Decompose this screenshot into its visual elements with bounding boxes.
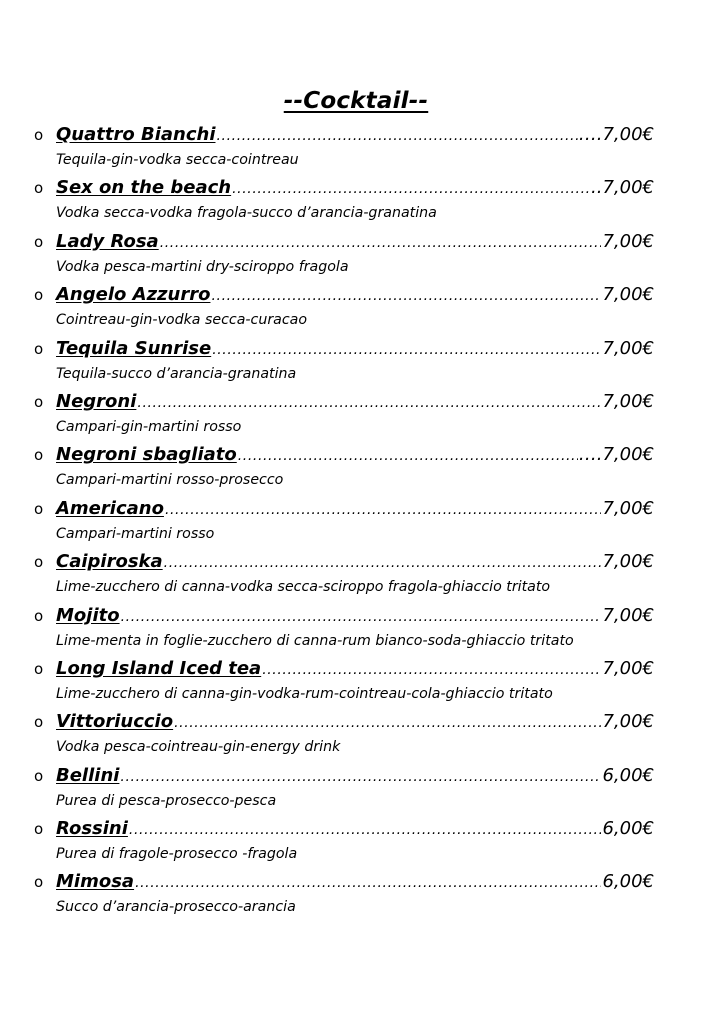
dot-leader — [137, 390, 601, 416]
dot-leader — [232, 176, 590, 202]
cocktail-name: Mimosa — [56, 871, 135, 893]
cocktail-description: Purea di fragole-prosecco -fragola — [56, 846, 298, 863]
bullet-icon: o — [34, 659, 44, 678]
cocktail-price: 7,00€ — [602, 604, 654, 626]
cocktail-price: 7,00€ — [602, 711, 654, 733]
cocktail-description: Lime-zucchero di canna-gin-vodka-rum-cointreau-cola-ghiaccio tritato — [56, 685, 553, 702]
cocktail-price: ..7,00€ — [591, 177, 654, 199]
cocktail-price: 7,00€ — [602, 551, 654, 573]
cocktail-description: Vodka secca-vodka fragola-succo d’arancia-granatina — [56, 205, 437, 222]
list-item — [34, 549, 654, 602]
dot-leader — [164, 550, 602, 576]
cocktail-description: Cointreau-gin-vodka secca-curacao — [56, 312, 308, 329]
bullet-icon: o — [34, 392, 44, 411]
list-item — [34, 229, 654, 282]
cocktail-name: Angelo Azzurro — [56, 284, 211, 306]
cocktail-name: Mojito — [56, 604, 120, 626]
dot-leader — [165, 497, 602, 523]
bullet-icon: o — [34, 873, 44, 892]
dot-leader — [211, 283, 601, 309]
dot-leader — [174, 710, 601, 736]
cocktail-description: Lime-menta in foglie-zucchero di canna-rum bianco-soda-ghiaccio tritato — [56, 632, 574, 649]
list-item — [34, 656, 654, 709]
cocktail-description: Purea di pesca-prosecco-pesca — [56, 792, 277, 809]
dot-leader — [121, 604, 602, 630]
cocktail-price: 7,00€ — [602, 497, 654, 519]
cocktail-name: Sex on the beach — [56, 177, 232, 199]
dot-leader — [129, 817, 602, 843]
cocktail-list — [34, 122, 654, 923]
list-item — [34, 282, 654, 335]
bullet-icon: o — [34, 820, 44, 839]
list-item — [34, 175, 654, 228]
cocktail-price: 6,00€ — [602, 818, 654, 840]
list-item — [34, 442, 654, 495]
dot-leader — [217, 123, 578, 149]
cocktail-description: Tequila-succo d’arancia-granatina — [56, 365, 297, 382]
list-item — [34, 603, 654, 656]
cocktail-name: Negroni sbagliato — [56, 444, 237, 466]
cocktail-price: 6,00€ — [602, 871, 654, 893]
cocktail-price: 7,00€ — [602, 337, 654, 359]
cocktail-name: Americano — [56, 497, 164, 519]
list-item — [34, 496, 654, 549]
cocktail-name: Tequila Sunrise — [56, 337, 212, 359]
bullet-icon: o — [34, 232, 44, 251]
page-title: --Cocktail-- — [283, 88, 429, 114]
bullet-icon: o — [34, 499, 44, 518]
dot-leader — [120, 764, 601, 790]
bullet-icon: o — [34, 553, 44, 572]
list-item — [34, 336, 654, 389]
cocktail-price: 7,00€ — [602, 657, 654, 679]
bullet-icon: o — [34, 766, 44, 785]
dot-leader — [135, 870, 601, 896]
cocktail-description: Succo d’arancia-prosecco-arancia — [56, 899, 296, 916]
list-item — [34, 389, 654, 442]
cocktail-name: Rossini — [56, 818, 128, 840]
dot-leader — [212, 337, 601, 363]
bullet-icon: o — [34, 446, 44, 465]
dot-leader — [160, 230, 602, 256]
cocktail-price: 7,00€ — [602, 390, 654, 412]
cocktail-name: Long Island Iced tea — [56, 657, 262, 679]
cocktail-name: Quattro Bianchi — [56, 124, 216, 145]
bullet-icon: o — [34, 286, 44, 305]
cocktail-name: Negroni — [56, 390, 137, 412]
cocktail-price: ….7,00€ — [578, 444, 654, 466]
bullet-icon: o — [34, 606, 44, 625]
dot-leader — [238, 443, 578, 469]
bullet-icon: o — [34, 713, 44, 732]
bullet-icon: o — [34, 179, 44, 198]
cocktail-description: Lime-zucchero di canna-vodka secca-sciroppo fragola-ghiaccio tritato — [56, 579, 551, 596]
cocktail-name: Lady Rosa — [56, 230, 159, 252]
list-item — [34, 763, 654, 816]
bullet-icon: o — [34, 339, 44, 358]
list-item — [34, 816, 654, 869]
cocktail-description: Vodka pesca-cointreau-gin-energy drink — [56, 739, 341, 756]
cocktail-description: Campari-gin-martini rosso — [56, 418, 242, 435]
cocktail-price: 7,00€ — [602, 284, 654, 306]
list-item — [34, 869, 654, 922]
cocktail-price: 6,00€ — [602, 764, 654, 786]
cocktail-name: Bellini — [56, 764, 120, 786]
dot-leader — [262, 657, 601, 683]
cocktail-description: Campari-martini rosso — [56, 525, 215, 542]
cocktail-description: Tequila-gin-vodka secca-cointreau — [56, 152, 299, 168]
cocktail-description: Campari-martini rosso-prosecco — [56, 472, 284, 489]
cocktail-description: Vodka pesca-martini dry-sciroppo fragola — [56, 258, 349, 275]
cocktail-name: Caipiroska — [56, 551, 163, 573]
cocktail-name: Vittoriuccio — [56, 711, 174, 733]
cocktail-price: 7,00€ — [602, 230, 654, 252]
bullet-icon: o — [34, 126, 44, 144]
cocktail-price: ….7,00€ — [578, 124, 654, 145]
list-item — [34, 122, 654, 175]
list-item — [34, 709, 654, 762]
